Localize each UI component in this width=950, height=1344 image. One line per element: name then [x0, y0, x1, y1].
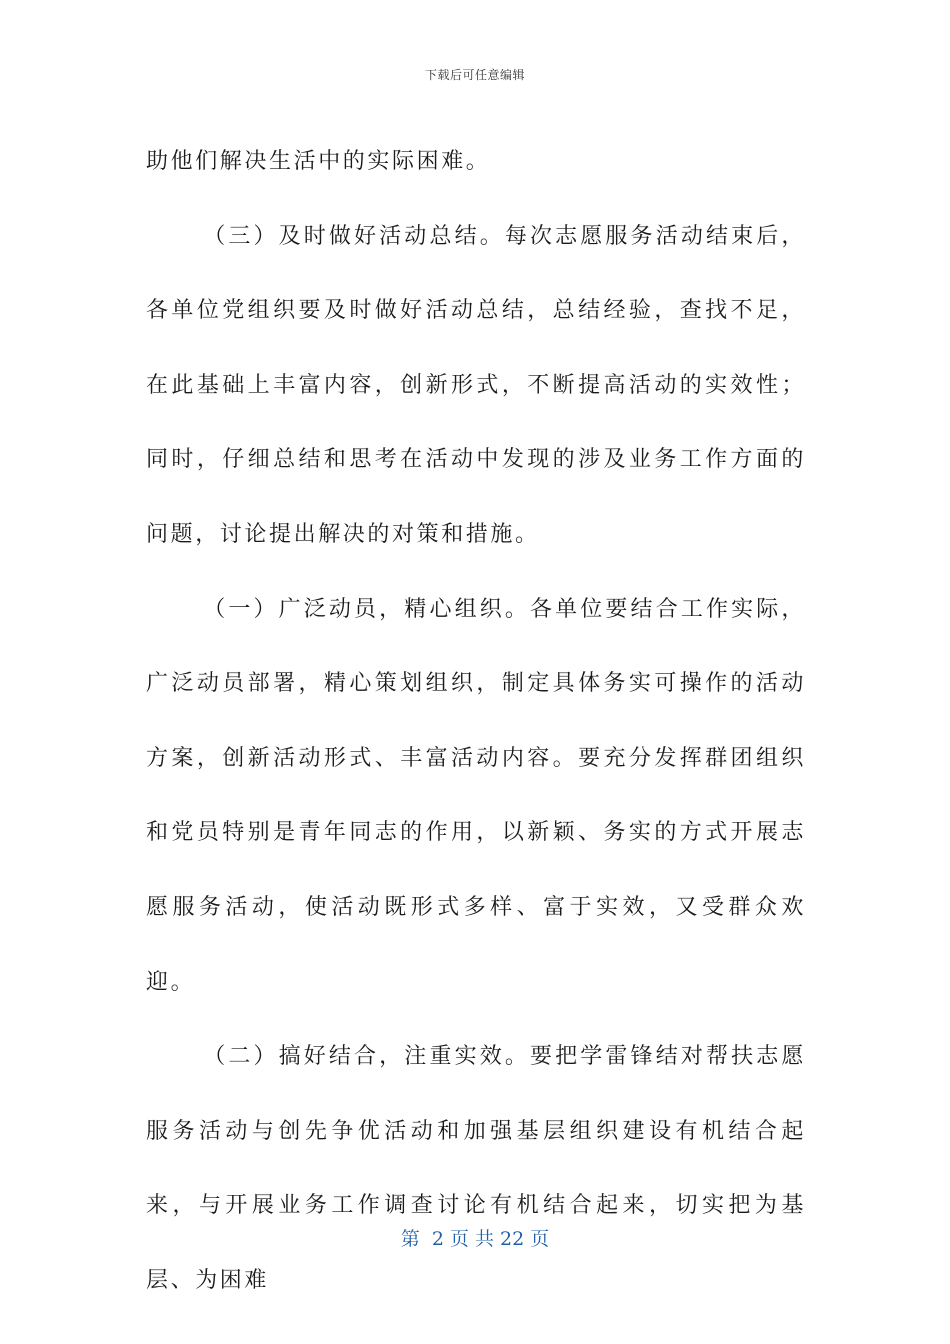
- document-body: [146, 125, 806, 1319]
- paragraph-activity-summary: （三）及时做好活动总结。每次志愿服务活动结束后，各单位党组织要及时做好活动总结，总结经验，查找不足，在此基础上丰富内容，创新形式，不断提高活动的实效性；同时，仔细总结和思考在活动中发现的涉及业务工作方面的问题，讨论提出解决的对策和措施。: [146, 223, 806, 547]
- paragraph-integration: （二）搞好结合，注重实效。要把学雷锋结对帮扶志愿服务活动与创先争优活动和加强基层组织建设有机结合起来，与开展业务工作调查讨论有机结合起来，切实把为基层、为困难: [146, 1044, 806, 1293]
- header-note: 下载后可任意编辑: [424, 68, 525, 82]
- paragraph-continuation: 助他们解决生活中的实际困难。: [146, 149, 491, 174]
- paragraph-mobilization: （一）广泛动员，精心组织。各单位要结合工作实际，广泛动员部署，精心策划组织，制定具体务实可操作的活动方案，创新活动形式、丰富活动内容。要充分发挥群团组织和党员特别是青年同志的作用，以新颖、务实的方式开展志愿服务活动，使活动既形式多样、富于实效，又受群众欢迎。: [146, 596, 806, 995]
- page-number: 第 2 页 共 22 页: [400, 1228, 550, 1250]
